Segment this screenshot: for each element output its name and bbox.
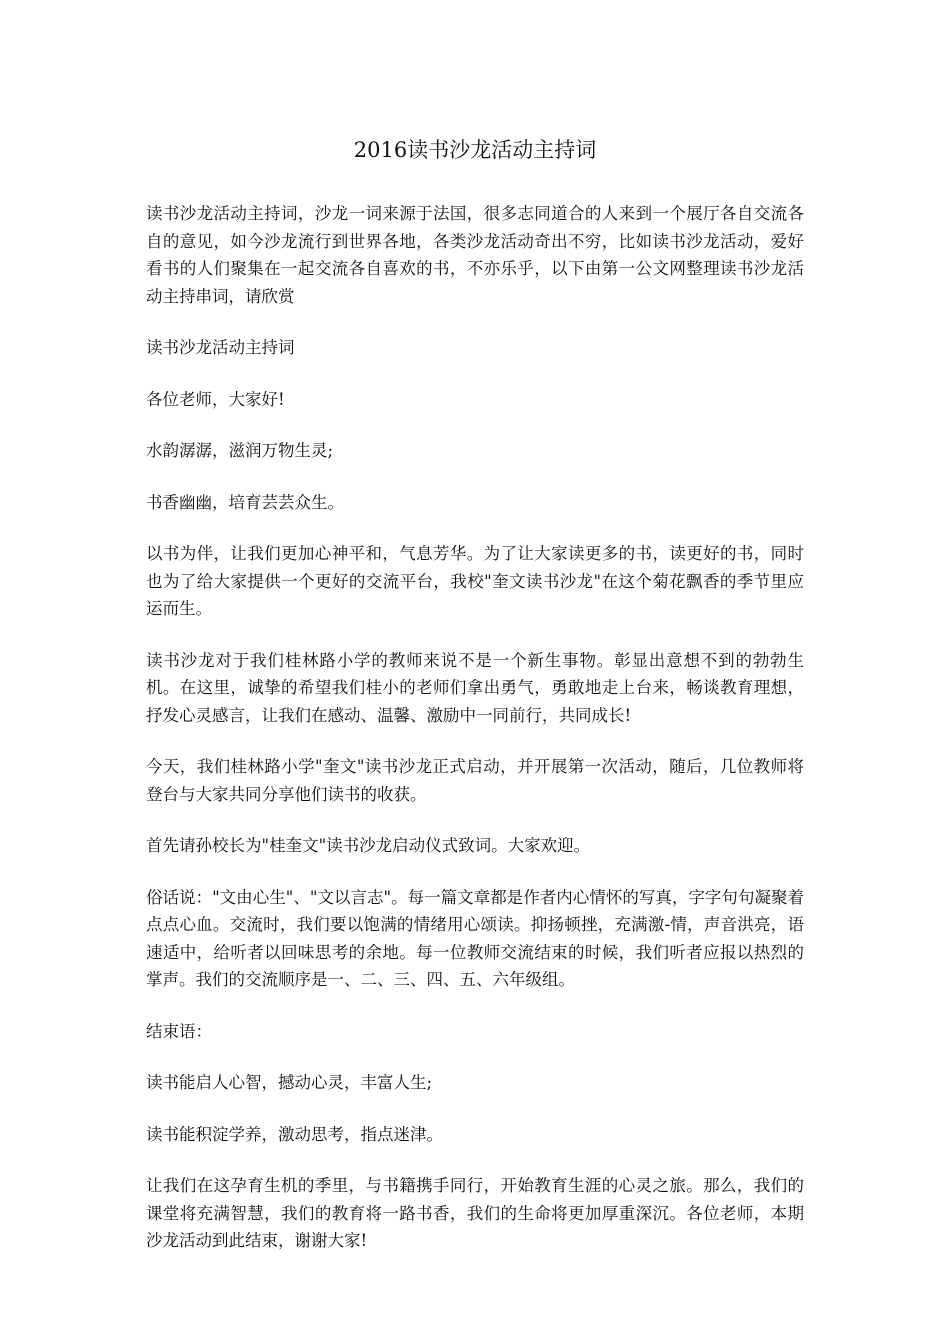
- paragraph-verse-1: 水韵潺潺，滋润万物生灵;: [146, 441, 334, 460]
- paragraph-saying: 俗话说："文由心生"、"文以言志"。每一篇文章都是作者内心情怀的写真，字字句句凝聚着点点心血。交流时，我们要以饱满的情绪用心颂读。抑扬顿挫，充满激-情，声音洪亮，语速适中，给听者以回味思考的余地。每一位教师交流结束的时候，我们听者应报以热烈的掌声。我们的交流顺序是一、二、三、四、五、六年级组。: [146, 887, 804, 989]
- paragraph-farewell: 让我们在这孕育生机的季里，与书籍携手同行，开始教育生涯的心灵之旅。那么，我们的课堂将充满智慧，我们的教育将一路书香，我们的生命将更加厚重深沉。各位老师，本期沙龙活动到此结束，谢谢大家!: [146, 1176, 804, 1250]
- paragraph-salon-description: 读书沙龙对于我们桂林路小学的教师来说不是一个新生事物。彰显出意想不到的勃勃生机。在这里，诚挚的希望我们桂小的老师们拿出勇气，勇敢地走上台来，畅谈教育理想，抒发心灵感言，让我们在感动、温馨、激励中一同前行，共同成长!: [146, 650, 804, 725]
- document-body: [146, 200, 804, 1279]
- paragraph-closing-heading: 结束语：: [146, 1021, 212, 1041]
- paragraph-greeting: 各位老师，大家好!: [146, 389, 285, 409]
- paragraph-principal-speech: 首先请孙校长为"桂奎文"读书沙龙启动仪式致词。大家欢迎。: [146, 836, 591, 855]
- paragraph-closing-verse-1: 读书能启人心智，撼动心灵，丰富人生;: [146, 1073, 433, 1092]
- paragraph-subtitle: 读书沙龙活动主持词: [146, 338, 295, 357]
- document-title: 2016读书沙龙活动主持词: [353, 138, 597, 162]
- paragraph-launch: 今天，我们桂林路小学"奎文"读书沙龙正式启动，并开展第一次活动，随后，几位教师将登台与大家共同分享他们读书的收获。: [146, 757, 804, 804]
- paragraph-intro: 读书沙龙活动主持词，沙龙一词来源于法国，很多志同道合的人来到一个展厅各自交流各自的意见，如今沙龙流行到世界各地，各类沙龙活动奇出不穷，比如读书沙龙活动，爱好看书的人们聚集在一起交流各自喜欢的书，不亦乐乎，以下由第一公文网整理读书沙龙活动主持串词，请欣赏: [146, 204, 804, 306]
- paragraph-opening: 以书为伴，让我们更加心神平和，气息芳华。为了让大家读更多的书，读更好的书，同时也为了给大家提供一个更好的交流平台，我校"奎文读书沙龙"在这个菊花飘香的季节里应运而生。: [146, 544, 804, 618]
- paragraph-verse-2: 书香幽幽，培育芸芸众生。: [146, 492, 344, 512]
- paragraph-closing-verse-2: 读书能积淀学养，激动思考，指点迷津。: [146, 1124, 443, 1144]
